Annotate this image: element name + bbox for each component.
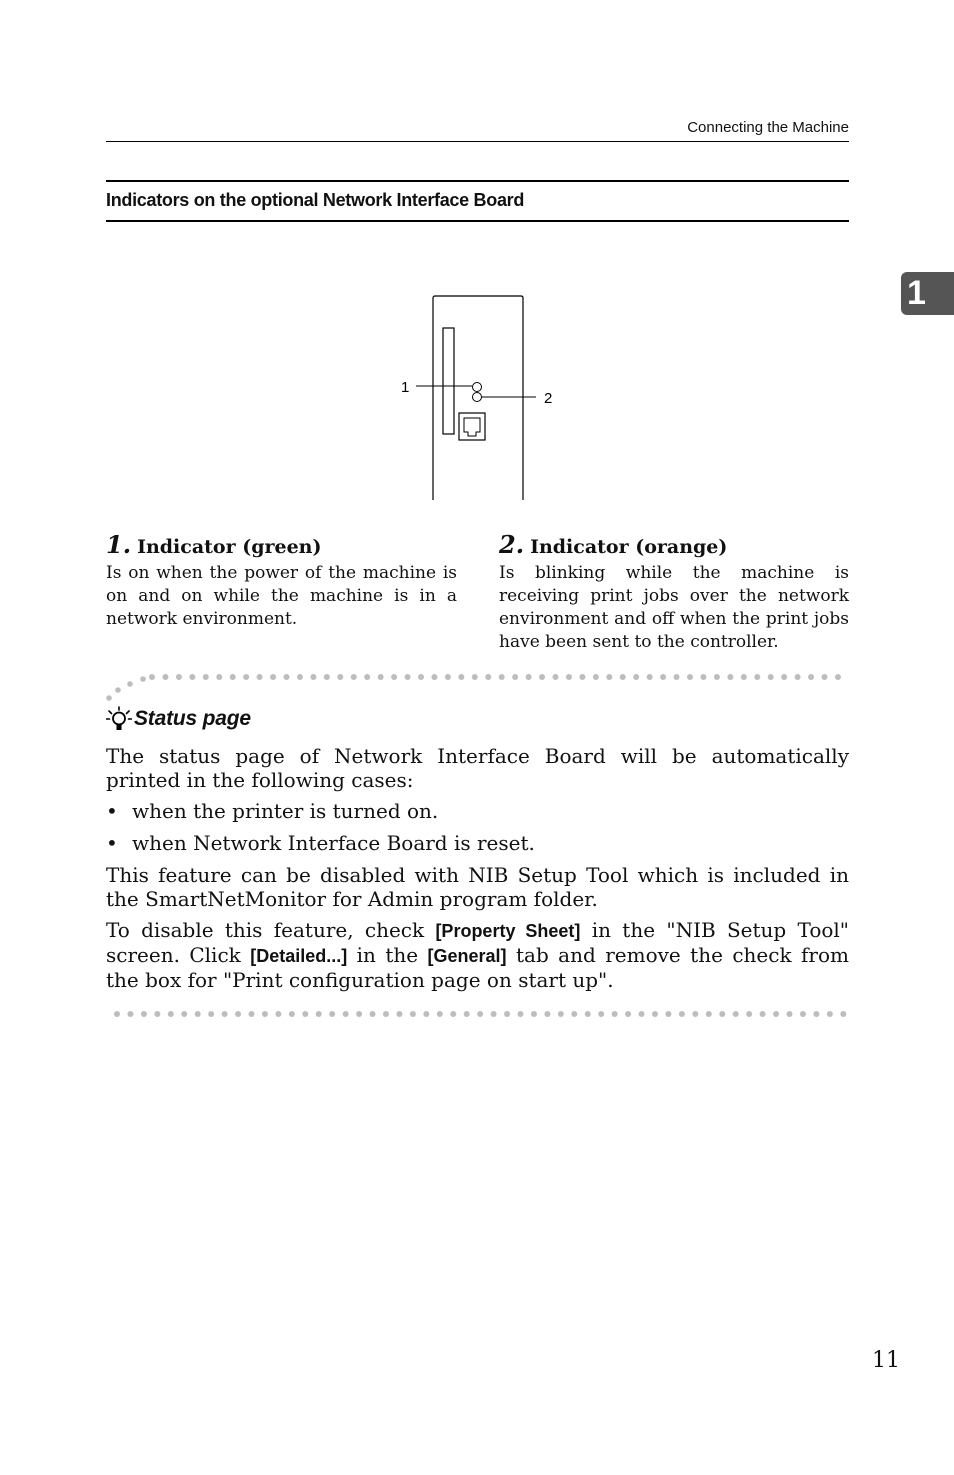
paragraph-text: in the xyxy=(347,943,428,967)
divider-dot xyxy=(827,1011,833,1017)
divider-dot xyxy=(208,1011,214,1017)
indicator-item-green xyxy=(106,530,457,631)
divider-dot xyxy=(431,674,437,680)
board-outline xyxy=(433,296,523,500)
divider-dot xyxy=(477,1011,483,1017)
divider-dot xyxy=(652,1011,658,1017)
divider-dot xyxy=(106,695,112,701)
divider-dot xyxy=(781,674,787,680)
divider-dot xyxy=(168,1011,174,1017)
divider-dot xyxy=(343,1011,349,1017)
divider-dot xyxy=(410,1011,416,1017)
divider-dot xyxy=(181,1011,187,1017)
divider-dot xyxy=(262,1011,268,1017)
divider-dot xyxy=(733,1011,739,1017)
callout-label-1: 1 xyxy=(401,379,410,396)
divider-dot xyxy=(396,1011,402,1017)
note-intro: The status page of Network Interface Board will be automatically printed in the following cases: xyxy=(106,744,849,792)
divider-dot xyxy=(472,674,478,680)
divider-dot xyxy=(706,1011,712,1017)
divider-dot xyxy=(727,674,733,680)
note-paragraph-3 xyxy=(106,918,849,992)
divider-dot xyxy=(275,1011,281,1017)
divider-dot xyxy=(593,674,599,680)
list-item xyxy=(106,831,849,855)
divider-dot xyxy=(364,674,370,680)
divider-dot xyxy=(127,681,133,687)
divider-dot xyxy=(337,674,343,680)
divider-dot xyxy=(822,674,828,680)
property-sheet-keyword: [Property Sheet] xyxy=(435,921,581,941)
divider-dot xyxy=(216,674,222,680)
divider-dot xyxy=(418,674,424,680)
divider-dot xyxy=(383,1011,389,1017)
divider-dot xyxy=(558,1011,564,1017)
divider-dot xyxy=(329,1011,335,1017)
callout-label-2: 2 xyxy=(544,390,553,407)
divider-dot xyxy=(458,674,464,680)
divider-dot xyxy=(741,674,747,680)
divider-dot xyxy=(249,1011,255,1017)
divider-dot xyxy=(787,1011,793,1017)
divider-dot xyxy=(606,674,612,680)
divider-dot xyxy=(553,674,559,680)
divider-dot xyxy=(405,674,411,680)
divider-dot xyxy=(115,687,121,693)
divider-dot xyxy=(189,674,195,680)
note-divider-bottom xyxy=(106,1007,851,1021)
divider-dot xyxy=(639,1011,645,1017)
divider-dot xyxy=(297,674,303,680)
bullet-icon: • xyxy=(106,831,118,855)
divider-dot xyxy=(746,1011,752,1017)
page-number: 11 xyxy=(872,1348,900,1373)
divider-dot xyxy=(760,1011,766,1017)
note-body xyxy=(106,744,849,999)
divider-dot xyxy=(195,1011,201,1017)
divider-dot xyxy=(660,674,666,680)
divider-dot xyxy=(585,1011,591,1017)
divider-dot xyxy=(700,674,706,680)
paragraph-text: To disable this feature, check xyxy=(106,918,436,942)
divider-dot xyxy=(754,674,760,680)
divider-dot xyxy=(324,674,330,680)
divider-dot xyxy=(149,674,155,680)
divider-dot xyxy=(598,1011,604,1017)
divider-dot xyxy=(356,1011,362,1017)
divider-dot xyxy=(835,674,841,680)
header-rule xyxy=(106,141,849,142)
list-item xyxy=(106,799,849,823)
note-divider-top xyxy=(106,670,851,710)
divider-dot xyxy=(270,674,276,680)
divider-dot xyxy=(808,674,814,680)
section-rule-bottom xyxy=(106,220,849,222)
bullet-icon: • xyxy=(106,799,118,823)
lightbulb-icon xyxy=(106,706,132,732)
divider-dot xyxy=(289,1011,295,1017)
divider-dot xyxy=(633,674,639,680)
divider-dot xyxy=(531,1011,537,1017)
divider-dot xyxy=(620,674,626,680)
divider-dot xyxy=(316,1011,322,1017)
divider-dot xyxy=(674,674,680,680)
divider-dot xyxy=(176,674,182,680)
list-item-text: when Network Interface Board is reset. xyxy=(132,831,535,855)
divider-dot xyxy=(485,674,491,680)
indicator-heading xyxy=(499,530,849,559)
indicator-title: Indicator (orange) xyxy=(530,536,728,558)
divider-dot xyxy=(840,1011,846,1017)
general-keyword: [General] xyxy=(427,946,507,966)
divider-dot xyxy=(795,674,801,680)
indicator-heading xyxy=(106,530,457,559)
divider-dot xyxy=(491,1011,497,1017)
divider-dot xyxy=(768,674,774,680)
divider-dot xyxy=(692,1011,698,1017)
divider-dot xyxy=(526,674,532,680)
divider-dot xyxy=(813,1011,819,1017)
note-paragraph-2: This feature can be disabled with NIB Setup Tool which is included in the SmartNetMonitor for Admin program folder. xyxy=(106,863,849,911)
divider-dot xyxy=(391,674,397,680)
divider-dot xyxy=(378,674,384,680)
divider-dot xyxy=(512,674,518,680)
paragraph-text: tab and remove the check from the box for "Print configuration page on start up". xyxy=(106,943,849,992)
divider-dot xyxy=(518,1011,524,1017)
divider-dot xyxy=(370,1011,376,1017)
board-slot xyxy=(443,328,454,434)
divider-dot xyxy=(539,674,545,680)
divider-dot xyxy=(257,674,263,680)
paragraph-text: in the "NIB Setup Tool" screen. Click xyxy=(106,918,850,967)
divider-dot xyxy=(504,1011,510,1017)
divider-dot xyxy=(679,1011,685,1017)
indicator-item-orange xyxy=(499,530,849,654)
indicator-title: Indicator (green) xyxy=(137,536,322,558)
divider-dot xyxy=(141,1011,147,1017)
divider-dot xyxy=(719,1011,725,1017)
divider-dot xyxy=(302,1011,308,1017)
divider-dot xyxy=(140,676,146,682)
divider-dot xyxy=(665,1011,671,1017)
divider-dot xyxy=(243,674,249,680)
divider-dot xyxy=(579,674,585,680)
divider-dot xyxy=(499,674,505,680)
divider-dot xyxy=(154,1011,160,1017)
network-board-diagram xyxy=(395,290,555,502)
chapter-tab: 1 xyxy=(901,272,954,315)
divider-dot xyxy=(445,674,451,680)
divider-dot xyxy=(284,674,290,680)
divider-dot xyxy=(714,674,720,680)
divider-dot xyxy=(423,1011,429,1017)
divider-dot xyxy=(203,674,209,680)
detailed-keyword: [Detailed...] xyxy=(250,946,348,966)
note-title: Status page xyxy=(134,707,251,730)
divider-dot xyxy=(625,1011,631,1017)
divider-dot xyxy=(687,674,693,680)
indicator-led-1 xyxy=(473,383,482,392)
section-title: Indicators on the optional Network Interface Board xyxy=(106,190,525,210)
indicator-number: 1. xyxy=(106,530,132,559)
indicator-description: Is blinking while the machine is receiving print jobs over the network environment and off when the print jobs have been sent to the controller. xyxy=(499,563,849,652)
divider-dot xyxy=(127,1011,133,1017)
divider-dot xyxy=(230,674,236,680)
divider-dot xyxy=(800,1011,806,1017)
note-heading xyxy=(106,706,251,732)
divider-dot xyxy=(464,1011,470,1017)
ethernet-port-inner xyxy=(464,418,480,436)
divider-dot xyxy=(235,1011,241,1017)
divider-dot xyxy=(612,1011,618,1017)
divider-dot xyxy=(450,1011,456,1017)
divider-dot xyxy=(571,1011,577,1017)
divider-dot xyxy=(222,1011,228,1017)
divider-dot xyxy=(773,1011,779,1017)
indicator-number: 2. xyxy=(499,530,525,559)
section-rule-top xyxy=(106,180,849,182)
divider-dot xyxy=(162,674,168,680)
list-item-text: when the printer is turned on. xyxy=(132,799,439,823)
divider-dot xyxy=(437,1011,443,1017)
divider-dot xyxy=(310,674,316,680)
indicator-description: Is on when the power of the machine is on and on while the machine is in a network environment. xyxy=(106,563,457,629)
divider-dot xyxy=(647,674,653,680)
divider-dot xyxy=(566,674,572,680)
divider-dot xyxy=(351,674,357,680)
divider-dot xyxy=(114,1011,120,1017)
divider-dot xyxy=(544,1011,550,1017)
running-header: Connecting the Machine xyxy=(687,119,849,136)
indicator-led-2 xyxy=(473,393,482,402)
